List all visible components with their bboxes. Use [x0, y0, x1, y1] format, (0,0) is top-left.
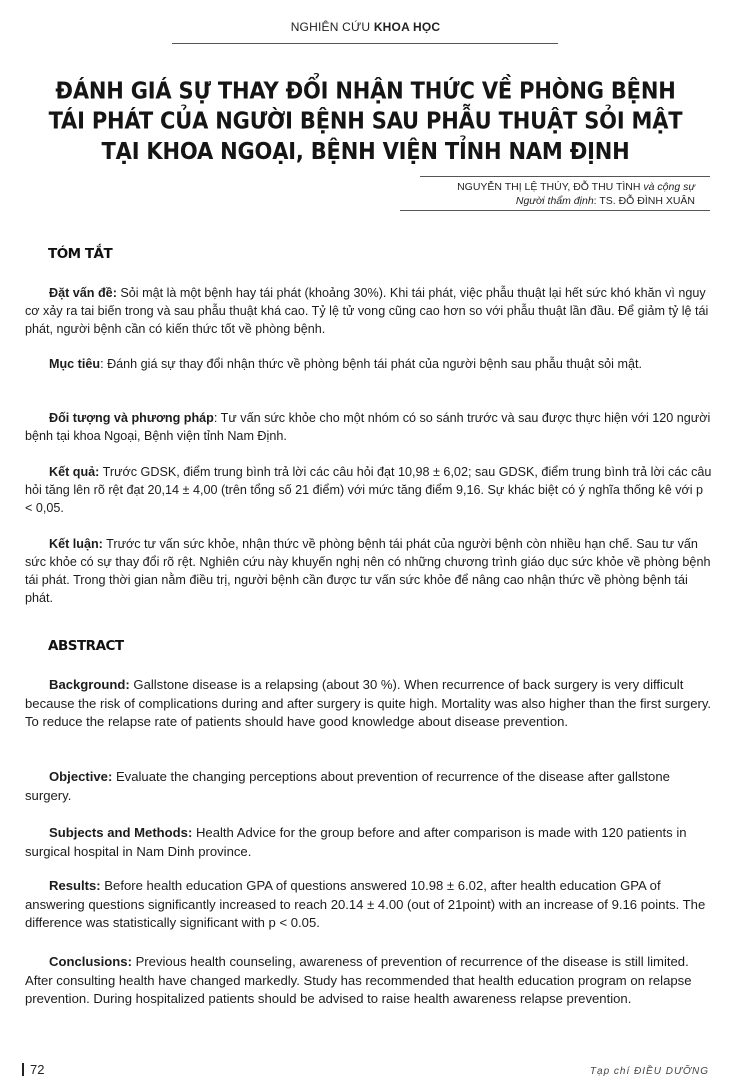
abstract-methods-label: Subjects and Methods:: [49, 825, 193, 840]
tomtat-methods-label: Đối tượng và phương pháp: [49, 411, 214, 425]
tomtat-objective-label: Mục tiêu: [49, 357, 101, 371]
journal-section-label: [0, 20, 731, 34]
tomtat-methods-text: : Tư vấn sức khỏe cho một nhóm có so sánh trước và sau được thực hiện với 120 người bệnh tại khoa Ngoại, Bệnh viện tỉnh Nam Định.: [25, 411, 711, 443]
tomtat-background-label: Đặt vấn đề:: [49, 286, 117, 300]
tomtat-results-text: Trước GDSK, điểm trung bình trả lời các câu hỏi đạt 10,98 ± 6,02; sau GDSK, điểm trung bình trả lời các câu hỏi tăng lên rõ rệt đạt 20,14 ± 4,00 (trên tổng số 21 điểm) với mức tăng điểm 9,16. Sự khác biệt có ý nghĩa thống kê với p < 0,05.: [25, 465, 712, 515]
reviewer-line: [457, 194, 695, 208]
author-block: [457, 180, 695, 208]
tomtat-objective: [25, 355, 713, 373]
tomtat-conclusion: [25, 535, 713, 607]
abstract-background-label: Background:: [49, 677, 130, 692]
tomtat-methods: [25, 409, 713, 445]
author-rule-top: [420, 176, 710, 177]
author-names-line: [457, 180, 695, 194]
author-rule-bottom: [400, 210, 710, 211]
abstract-results: [25, 877, 713, 933]
article-title: ĐÁNH GIÁ SỰ THAY ĐỔI NHẬN THỨC VỀ PHÒNG BỆNH TÁI PHÁT CỦA NGƯỜI BỆNH SAU PHẪU THUẬT SỎI MẬT TẠI KHOA NGOẠI, BỆNH VIỆN TỈNH NAM ĐỊNH: [48, 77, 683, 165]
abstract-objective-label: Objective:: [49, 769, 113, 784]
reviewer-label: Người thẩm định: [515, 195, 594, 207]
tomtat-heading: TÓM TẮT: [48, 246, 113, 262]
abstract-conclusions-text: Previous health counseling, awareness of prevention of recurrence of the disease is still limited. After consulting health have changed markedly. Study has recommended that health education program on relapse prevention. During hospitalized patients should be advised to raise health awareness relapse prevention.: [25, 954, 692, 1006]
page-number-bar: [22, 1063, 24, 1076]
tomtat-conclusion-text: Trước tư vấn sức khỏe, nhận thức về phòng bệnh tái phát của người bệnh còn nhiều hạn chế. Sau tư vấn sức khỏe có sự thay đổi rõ rệt. Nghiên cứu này khuyến nghị nên có những chương trình giáo dục sức khỏe về phòng bệnh tái phát. Trong thời gian nằm điều trị, người bệnh cần được tư vấn sức khỏe để nâng cao nhận thức về phòng bệnh tái phát.: [25, 537, 711, 605]
abstract-conclusions: [25, 953, 713, 1009]
journal-logo: Tạp chí ĐIỀU DƯỠNG: [589, 1066, 709, 1077]
page-number: [22, 1062, 44, 1077]
abstract-methods: [25, 824, 713, 861]
author-names-suffix: và cộng sự: [640, 181, 695, 193]
page-number-value: 72: [30, 1062, 45, 1077]
abstract-background-text: Gallstone disease is a relapsing (about 30 %). When recurrence of back surgery is very difficult because the risk of complications during and after surgery is quite high. Mortality was also higher than the first surgery. To reduce the relapse rate of patients should have good knowledge about disease prevention.: [25, 677, 712, 729]
abstract-heading: ABSTRACT: [48, 638, 124, 654]
abstract-methods-text: Health Advice for the group before and after comparison is made with 120 patients in surgical hospital in Nam Dinh province.: [25, 825, 687, 859]
section-label-bold: KHOA HỌC: [373, 20, 441, 34]
header-rule: [172, 43, 558, 44]
tomtat-results: [25, 463, 713, 517]
abstract-background: [25, 676, 713, 732]
section-label-normal: NGHIÊN CỨU: [290, 20, 374, 34]
tomtat-background: [25, 284, 713, 338]
tomtat-background-text: Sỏi mật là một bệnh hay tái phát (khoảng 30%). Khi tái phát, việc phẫu thuật lại hết sức khó khăn vì nguy cơ xảy ra tai biến trong và sau phẫu thuật khá cao. Tỷ lệ tử vong cũng cao hơn so với phẫu thuật lần đầu. Để giảm tỷ lệ tái phát, người bệnh cần có kiến thức tốt về phòng bệnh.: [25, 286, 709, 336]
abstract-results-text: Before health education GPA of questions answered 10.98 ± 6.02, after health education GPA of answering questions significantly increased to reach 20.14 ± 4.00 (out of 21point) with an increase of 9.16 points. The difference was statistically significant with p < 0.05.: [25, 878, 706, 930]
tomtat-conclusion-label: Kết luận:: [49, 537, 103, 551]
abstract-objective-text: Evaluate the changing perceptions about prevention of recurrence of the disease after gallstone surgery.: [25, 769, 670, 803]
author-names: NGUYỄN THỊ LỆ THÚY, ĐỖ THU TÌNH: [457, 181, 641, 193]
abstract-conclusions-label: Conclusions:: [49, 954, 132, 969]
reviewer-name: : TS. ĐỖ ĐÌNH XUÂN: [593, 195, 695, 207]
abstract-results-label: Results:: [49, 878, 101, 893]
tomtat-results-label: Kết quả:: [49, 465, 100, 479]
tomtat-objective-text: : Đánh giá sự thay đổi nhận thức về phòng bệnh tái phát của người bệnh sau phẫu thuật sỏi mật.: [100, 357, 642, 371]
abstract-objective: [25, 768, 713, 805]
